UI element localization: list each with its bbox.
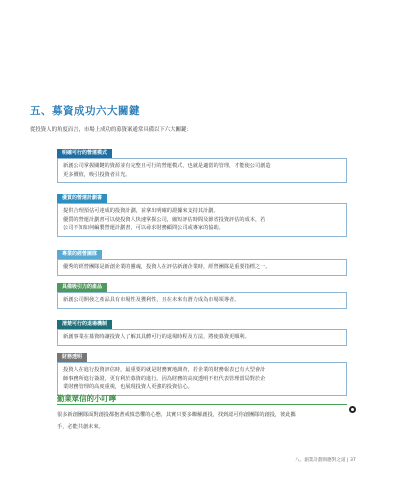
tip-line-1: 很多新創團隊面對創投都抱著戒慎恐懼的心態，其實只要多瞭解創投，找到認可你創團隊的創投，彼此攜 (57, 412, 296, 418)
key-item-4-body (57, 292, 347, 309)
key-item-6-title: 財務透明 (57, 353, 87, 362)
key-item-4-title: 具備吸引力的產品 (57, 283, 107, 292)
key-item-2-line-1: 提供合理預估可達成的投資計劃，並拿出明確的證據來支持其計劃。 (63, 208, 219, 214)
key-item-2 (57, 184, 347, 237)
page-footer: 八、創業計劃與應對之道 | 37 (295, 458, 356, 463)
tip-body (57, 409, 347, 433)
key-item-2-body (57, 203, 347, 237)
intro-text: 從投資人的角度而言，市場上成功的募資案通常具備以下六大關鍵： (30, 127, 192, 133)
key-item-6-line-2: 師事務所進行簽證，更有利於募資的進行。因為財務的高度透明不但代表管理當局對於企 (63, 375, 266, 382)
key-item-3 (57, 240, 347, 276)
key-item-5-line-1: 新創事業在募資時讓投資人了解其具體可行的退場時程及方法，將使募資更順利。 (63, 334, 250, 340)
key-item-1-line-1: 新創公司掌握關鍵的資源並有完整且可行的營運模式，也就是適當的管理，才能使公司創造 (63, 163, 271, 169)
key-item-6-line-3: 業財務管理的高度重視，也展現投資人更強的投資信心。 (63, 384, 193, 391)
key-item-2-title: 優質的營運計劃書 (57, 194, 107, 203)
key-item-4-line-1: 新創公司開發之產品具有市場性及獲利性，且在未來有潛力成為市場領導者。 (63, 297, 240, 303)
key-item-6-body (57, 362, 347, 396)
key-item-6-line-1: 投資人在進行投資評估時，最重要的就是財務實地調查，若企業的財務報表已有大型會計 (63, 367, 266, 373)
key-item-3-title: 專業的經營團隊 (57, 250, 102, 259)
key-item-1-line-2: 更多價值，吸引投資者目光。 (63, 171, 131, 178)
key-item-5 (57, 310, 347, 346)
key-item-1 (57, 139, 347, 183)
key-item-6 (57, 343, 347, 396)
tip-title: 勤業眾信的小叮嚀 (57, 394, 117, 403)
key-item-1-body (57, 158, 347, 183)
key-item-2-line-3: 公司不知如何編製營運計劃書，可以尋求財務顧問公司或專家的協助。 (63, 225, 224, 232)
section-title: 五、募資成功六大關鍵 (30, 105, 140, 117)
key-item-4 (57, 273, 347, 309)
tip-divider (57, 404, 347, 405)
key-item-1-title: 明確可行的營運模式 (57, 149, 112, 158)
circle-bullet-icon (349, 406, 356, 413)
key-item-2-line-2: 優質的營運計劃書可以使投資人快速掌握公司，縮短評估時間及節省投資評估的成本，若 (63, 216, 266, 223)
key-item-5-title: 清楚可行的退場機制 (57, 320, 112, 329)
tip-line-2: 手，必能共創未來。 (57, 424, 104, 430)
key-item-3-line-1: 優秀的經營團隊是新創企業的靈魂，投資人在評估新創企業時，經營團隊是重要指標之一。 (63, 264, 271, 270)
